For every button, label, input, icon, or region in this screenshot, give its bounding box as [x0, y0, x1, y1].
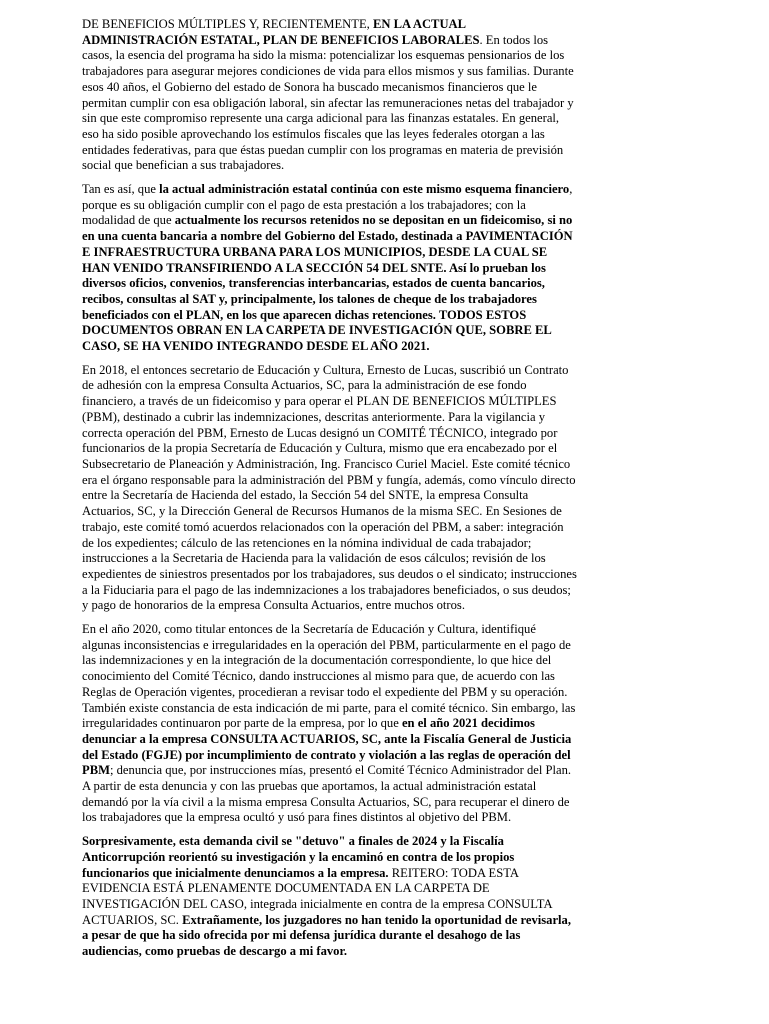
bold-run: Sorpresivamente, esta demanda civil se "detuvo" a finales de 2024 y la Fiscalía Anticorrupción reorientó su investigación y la encaminó en contra de los propios funcionarios que inicialmente denunciamos a la empresa.: [82, 834, 515, 880]
text-run: ; denuncia que, por instrucciones mías, presentó el Comité Técnico Administrador del Plan. A partir de esta denuncia y con las pruebas que aportamos, la actual administración estatal demandó por la vía civil a la misma empresa Consulta Actuarios, SC, para recuperar el dinero de los trabajadores que la empresa ocultó y usó para fines distintos al objetivo del PBM.: [82, 763, 572, 825]
bold-run: Extrañamente, los juzgadores no han tenido la oportunidad de revisarla, a pesar de que ha sido ofrecida por mi defensa jurídica durante el desahogo de las audiencias, como pruebas de descargo a mi favor.: [82, 912, 571, 959]
text-run: DE BENEFICIOS MÚLTIPLES Y, RECIENTEMENTE,: [82, 17, 373, 31]
text-run: En el año 2020, como titular entonces de la Secretaría de Educación y Cultura, identifiqué algunas inconsistencias e irregularidades en la operación del PBM, particularmente en el pago de las indemnizaciones y en la integración de la documentación correspondiente, lo que hice del conocimiento del Comité Técnico, dando instrucciones al mismo para que, de acuerdo con las Reglas de Operación vigentes, procedieran a revisar todo el expediente del PBM y su operación. También existe constancia de esta indicación de mi parte, para el comité técnico. Sin embargo, las irregularidades continuaron por parte de la empresa, por lo que: [82, 622, 576, 731]
paragraph-beneficios: [82, 17, 577, 174]
paragraph-esquema-financiero: [82, 182, 577, 355]
bold-run: la actual administración estatal continúa con este mismo esquema financiero: [159, 182, 570, 197]
paragraph-demanda-detenida: [82, 834, 577, 960]
text-run: . En todos los casos, la esencia del programa ha sido la misma: potencializar los esquemas pensionarios de los trabajadores para asegurar mejores condiciones de vida para ellos mismos y sus familias. Durante esos 40 años, el Gobierno del estado de Sonora ha buscado mecanismos financieros que le permitan cumplir con esa obligación laboral, sin afectar las remuneraciones netas del trabajador y sin que este compromiso represente una carga adicional para las finanzas estatales. En general, eso ha sido posible aprovechando los estímulos fiscales que las leyes federales otorgan a las entidades federativas, para que éstas puedan cumplir con los programas en materia de previsión social que benefician a sus trabajadores.: [82, 32, 574, 173]
text-run: Tan es así, que: [82, 182, 160, 197]
text-run: , porque es su obligación cumplir con el pago de esta prestación a los trabajadores; con la modalidad de que: [82, 182, 573, 228]
bold-run: EN LA ACTUAL ADMINISTRACIÓN ESTATAL, PLAN DE BENEFICIOS LABORALES: [82, 17, 480, 47]
bold-run: en el año 2021 decidimos denunciar a la empresa CONSULTA ACTUARIOS, SC, ante la Fiscalía General de Justicia del Estado (FGJE) por incumplimiento de contrato y violación a las reglas de operación del PBM: [82, 716, 572, 778]
bold-run: actualmente los recursos retenidos no se depositan en un fideicomiso, si no en una cuenta bancaria a nombre del Gobierno del Estado, destinada a PAVIMENTACIÓN E INFRAESTRUCTURA URBANA PARA LOS MUNICIPIOS, DESDE LA CUAL SE HAN VENIDO TRANSFIRIENDO A LA SECCIÓN 54 DEL SNTE. Así lo prueban los diversos oficios, convenios, transferencias interbancarias, estados de cuenta bancarios, recibos, consultas al SAT y, principalmente, los talones de cheque de los trabajadores beneficiados con el PLAN, en los que aparecen dichas retenciones. TODOS ESTOS DOCUMENTOS OBRAN EN LA CARPETA DE INVESTIGACIÓN QUE, SOBRE EL CASO, SE HA VENIDO INTEGRANDO DESDE EL AÑO 2021.: [82, 213, 573, 354]
document-page: [82, 17, 577, 968]
text-run: REITERO: TODA ESTA EVIDENCIA ESTÁ PLENAMENTE DOCUMENTADA EN LA CARPETA DE INVESTIGACIÓN DEL CASO, integrada inicialmente en contra de la empresa CONSULTA ACTUARIOS, SC.: [82, 865, 552, 927]
text-run: En 2018, el entonces secretario de Educación y Cultura, Ernesto de Lucas, suscribió un Contrato de adhesión con la empresa Consulta Actuarios, SC, para la administración de ese fondo financiero, a través de un fideicomiso y para operar el PLAN DE BENEFICIOS MÚLTIPLES (PBM), destinado a cubrir las indemnizaciones, descritas anteriormente. Para la vigilancia y correcta operación del PBM, Ernesto de Lucas designó un COMITÉ TÉCNICO, integrado por funcionarios de la propia Secretaría de Educación y Cultura, mismo que era encabezado por el Subsecretario de Planeación y Administración, Ing. Francisco Curiel Maciel. Este comité técnico era el órgano responsable para la administración del PBM y fungía, además, como vínculo directo entre la Secretaría de Hacienda del estado, la Sección 54 del SNTE, la empresa Consulta Actuarios, SC, y la Dirección General de Recursos Humanos de la misma SEC. En Sesiones de trabajo, este comité tomó acuerdos relacionados con la operación del PBM, a saber: integración de los expedientes; cálculo de las retenciones en la nómina individual de cada trabajador; instrucciones a la Secretaria de Hacienda para la validación de esos cálculos; revisión de los expedientes de siniestros presentados por los trabajadores, sus deudos o el sindicato; instrucciones a la Fiduciaria para el pago de las indemnizaciones a los trabajadores beneficiados, o sus deudos; y pago de honorarios de la empresa Consulta Actuarios, entre muchos otros.: [82, 362, 577, 613]
paragraph-contrato-2018: [82, 363, 577, 614]
paragraph-denuncia-2020: [82, 622, 577, 826]
